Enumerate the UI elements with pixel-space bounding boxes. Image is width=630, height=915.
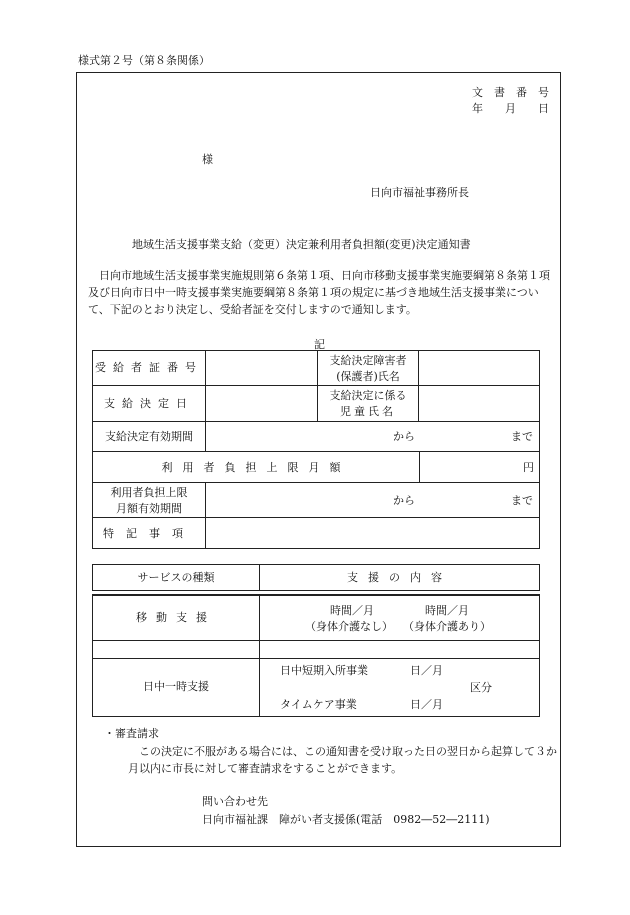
cell-blank-content <box>259 640 540 659</box>
cell-daytime-label <box>92 658 260 717</box>
cell-mobility-content <box>259 594 540 641</box>
appeal-text: この決定に不服がある場合には、この通知書を受け取った日の翌日から起算して３か月以内に市長に対して審査請求をすることができます。 <box>128 745 557 775</box>
cell-decision-date-value <box>205 385 318 422</box>
document-title: 地域生活支援事業支給（変更）決定兼利用者負担額(変更)決定通知書 <box>132 238 471 251</box>
hours-month-2: 時間／月 <box>425 604 469 617</box>
ki-label: 記 <box>314 338 325 351</box>
guardian-label-1: 支給決定障害者 <box>329 354 407 367</box>
appeal-heading: ・審査請求 <box>104 727 159 740</box>
cell-special-notes-value <box>205 517 540 549</box>
time-care-label: タイムケア事業 <box>280 698 357 711</box>
service-type-header: サービスの種類 <box>137 571 215 584</box>
cell-service-type-header <box>92 564 260 591</box>
contact-detail: 日向市福祉課 障がい者支援係(電話 0982―52―2111) <box>202 813 490 826</box>
validity-from: から <box>393 430 415 443</box>
no-body-care: （身体介護なし） <box>305 620 393 633</box>
body-paragraph: 日向市地域生活支援事業実施規則第６条第１項、日向市移動支援事業実施要綱第８条第１項及び日向市日中一時支援事業実施要綱第８条第１項の規定に基づき地域生活支援事業について、下記のとおり決定し、受給者証を交付しますので通知します。 <box>88 269 550 316</box>
date-label: 年 月 日 <box>472 102 549 115</box>
support-content-header: 支援の内容 <box>347 571 452 584</box>
short-stay-label: 日中短期入所事業 <box>280 664 368 677</box>
cell-validity-value <box>205 421 540 452</box>
cell-limit-period-value <box>205 482 540 518</box>
limit-period-from: から <box>393 494 415 507</box>
limit-amount-label: 利用者負担上限月額 <box>161 461 351 474</box>
child-label-1: 支給決定に係る <box>329 389 407 402</box>
cell-limit-period-label <box>92 482 206 518</box>
contact-heading: 問い合わせ先 <box>202 795 268 808</box>
child-label-2: 児童氏名 <box>340 405 396 418</box>
validity-period-label: 支給決定有効期間 <box>105 430 193 443</box>
cell-cert-no-value <box>205 350 318 386</box>
days-month-2: 日／月 <box>410 698 443 711</box>
validity-until: まで <box>511 430 533 443</box>
yen-label: 円 <box>523 461 534 474</box>
daytime-support-label: 日中一時支援 <box>143 680 209 693</box>
days-month-1: 日／月 <box>410 664 443 677</box>
mobility-support-label: 移動支援 <box>136 611 216 624</box>
recipient-suffix: 様 <box>202 153 213 166</box>
cell-child-label <box>317 385 419 422</box>
limit-period-label-2: 月額有効期間 <box>116 502 182 515</box>
cell-special-notes-label <box>92 517 206 549</box>
cell-limit-amount-value <box>419 451 540 483</box>
cell-guardian-label <box>317 350 419 386</box>
decision-date-label: 支給決定日 <box>104 397 194 410</box>
hours-month-1: 時間／月 <box>330 604 374 617</box>
cell-daytime-content <box>259 658 540 717</box>
cell-decision-date-label <box>92 385 206 422</box>
issuer: 日向市福祉事務所長 <box>370 186 469 199</box>
guardian-label-2: (保護者)氏名 <box>336 370 400 383</box>
limit-period-label-1: 利用者負担上限 <box>110 486 188 499</box>
cell-blank-service <box>92 640 260 659</box>
cell-cert-no-label <box>92 350 206 386</box>
special-notes-label: 特記事項 <box>103 527 195 540</box>
cell-support-content-header <box>259 564 540 591</box>
cell-validity-label <box>92 421 206 452</box>
cell-mobility-label <box>92 594 260 641</box>
category-label: 区分 <box>470 681 492 694</box>
cell-child-value <box>418 385 540 422</box>
cell-limit-amount-label <box>92 451 420 483</box>
doc-number-label: 文 書 番 号 <box>472 86 549 99</box>
form-id: 様式第２号（第８条関係） <box>78 54 210 67</box>
recipient-cert-no-label: 受給者証番号 <box>95 361 203 374</box>
cell-guardian-value <box>418 350 540 386</box>
with-body-care: （身体介護あり） <box>403 620 491 633</box>
limit-period-until: まで <box>511 494 533 507</box>
